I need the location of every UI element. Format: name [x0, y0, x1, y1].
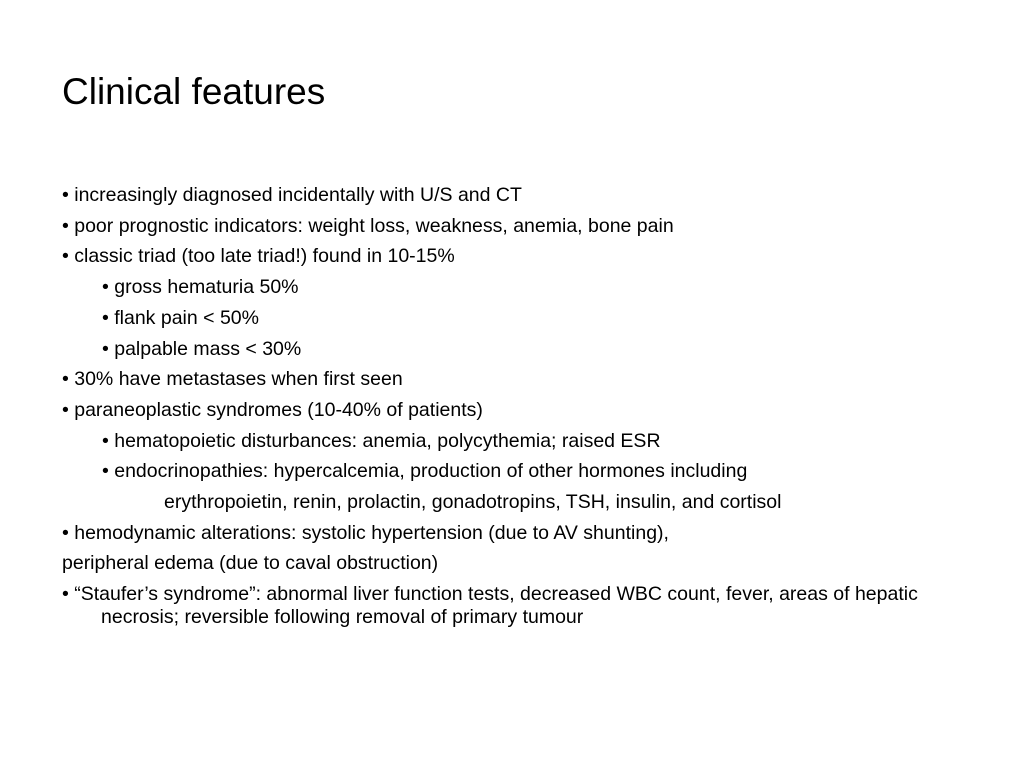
bullet-classic-triad: • classic triad (too late triad!) found in 10-15% [62, 245, 455, 268]
bullet-hemodynamic-alterations: • hemodynamic alterations: systolic hypertension (due to AV shunting), [62, 521, 669, 544]
bullet-paraneoplastic-syndromes: • paraneoplastic syndromes (10-40% of patients) [62, 398, 483, 421]
bullet-incidental-diagnosis: • increasingly diagnosed incidentally with U/S and CT [62, 184, 522, 206]
bullet-staufers-syndrome: • “Staufer’s syndrome”: abnormal liver function tests, decreased WBC count, fever, areas of hepatic necrosis; reversible following removal of primary tumour [62, 583, 918, 629]
sub-bullet-endocrinopathies: • endocrinopathies: hypercalcemia, production of other hormones including [102, 460, 748, 483]
sub-bullet-endocrinopathies-continued: erythropoietin, renin, prolactin, gonadotropins, TSH, insulin, and cortisol [164, 491, 782, 514]
bullet-hemodynamic-continued: peripheral edema (due to caval obstruction) [62, 552, 439, 575]
sub-bullet-hematopoietic: • hematopoietic disturbances: anemia, polycythemia; raised ESR [102, 429, 661, 452]
sub-bullet-palpable-mass: • palpable mass < 30% [102, 337, 302, 360]
bullet-prognostic-indicators: • poor prognostic indicators: weight loss, weakness, anemia, bone pain [62, 214, 674, 237]
bullet-metastases: • 30% have metastases when first seen [62, 368, 403, 391]
sub-bullet-gross-hematuria: • gross hematuria 50% [102, 276, 299, 299]
slide-title: Clinical features [62, 71, 326, 112]
sub-bullet-flank-pain: • flank pain < 50% [102, 306, 259, 329]
slide-body [62, 180, 982, 629]
